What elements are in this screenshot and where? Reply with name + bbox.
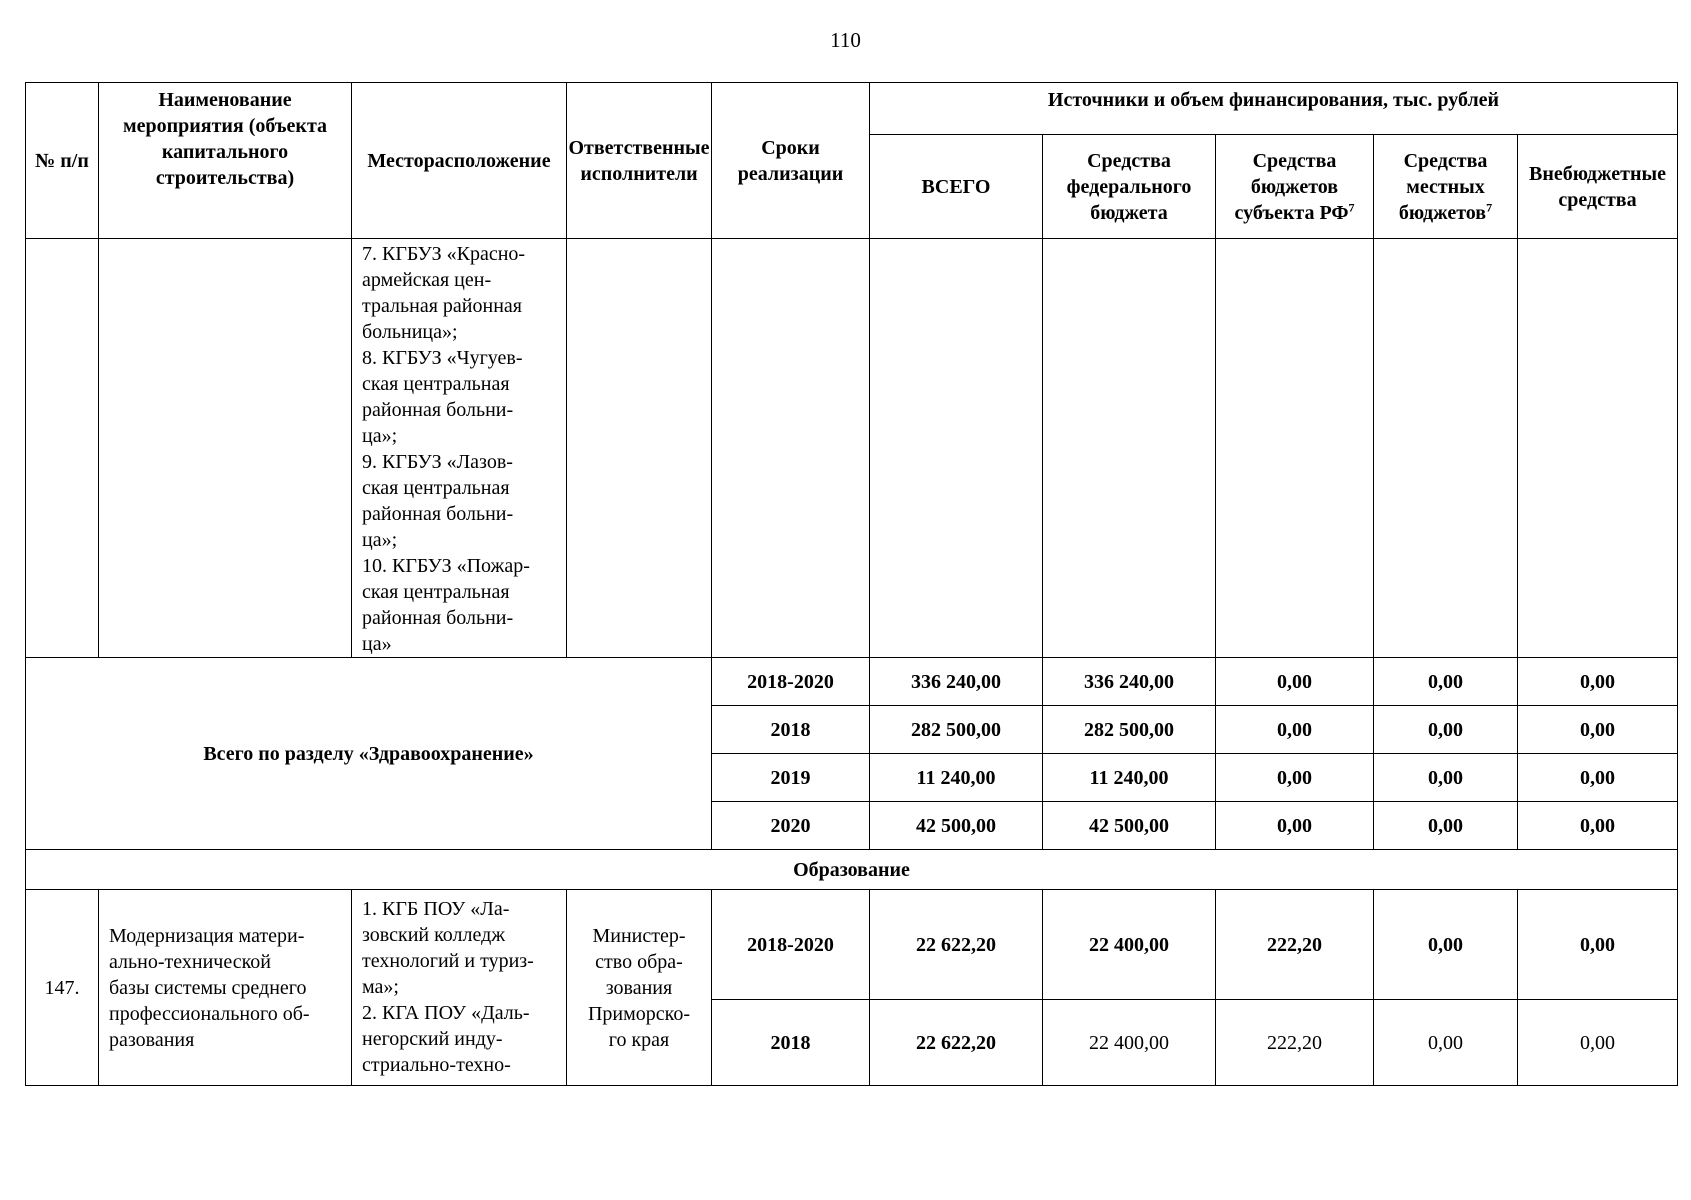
header-regional bbox=[1216, 135, 1374, 239]
item-period: 2018-2020 bbox=[712, 890, 870, 1000]
cont-period-cell bbox=[712, 239, 870, 658]
item-location-line: 1. КГБ ПОУ «Ла- bbox=[362, 898, 510, 920]
health-regional: 0,00 bbox=[1216, 658, 1374, 706]
cont-location-line: 10. КГБУЗ «Пожар- bbox=[362, 555, 530, 577]
cont-location-cell bbox=[352, 239, 567, 658]
item-regional: 222,20 bbox=[1216, 1000, 1374, 1086]
header-federal: Средства федерального бюджета bbox=[1043, 135, 1216, 239]
cont-total-cell bbox=[870, 239, 1043, 658]
cont-location-line: районная больни- bbox=[362, 399, 514, 421]
item-extra: 0,00 bbox=[1518, 1000, 1678, 1086]
header-name: Наименование мероприятия (объекта капитального строительства) bbox=[99, 83, 352, 239]
cont-location-line: больница»; bbox=[362, 321, 458, 343]
page-number: 110 bbox=[830, 28, 861, 52]
health-total: 336 240,00 bbox=[870, 658, 1043, 706]
item-location-line: ма»; bbox=[362, 976, 399, 998]
cont-local-cell bbox=[1374, 239, 1518, 658]
item-responsible-line: ство обра- bbox=[595, 950, 683, 973]
health-regional: 0,00 bbox=[1216, 802, 1374, 850]
continuation-row bbox=[26, 239, 1678, 658]
health-period: 2020 bbox=[712, 802, 870, 850]
item-responsible-line: го края bbox=[608, 1028, 670, 1051]
cont-name-cell bbox=[99, 239, 352, 658]
health-federal: 336 240,00 bbox=[1043, 658, 1216, 706]
header-sources-group: Источники и объем финансирования, тыс. рублей bbox=[870, 83, 1678, 135]
item-local: 0,00 bbox=[1374, 1000, 1518, 1086]
health-total-label: Всего по разделу «Здравоохранение» bbox=[26, 658, 712, 850]
cont-location-line: 7. КГБУЗ «Красно- bbox=[362, 243, 526, 265]
header-num: № п/п bbox=[26, 83, 99, 239]
item-name-line: профессионального об- bbox=[109, 1002, 310, 1025]
item-total: 22 622,20 bbox=[870, 1000, 1043, 1086]
item-total: 22 622,20 bbox=[870, 890, 1043, 1000]
item-name-line: Модернизация матери- bbox=[109, 924, 305, 947]
item-num: 147. bbox=[26, 890, 99, 1086]
health-federal: 282 500,00 bbox=[1043, 706, 1216, 754]
health-period: 2018-2020 bbox=[712, 658, 870, 706]
header-period: Сроки реализации bbox=[712, 83, 870, 239]
item-local: 0,00 bbox=[1374, 890, 1518, 1000]
item-federal: 22 400,00 bbox=[1043, 1000, 1216, 1086]
header-regional-text: Средства бюджетов субъекта РФ bbox=[1234, 149, 1349, 224]
item-location-line: 2. КГА ПОУ «Даль- bbox=[362, 1002, 530, 1024]
item-responsible-line: зования bbox=[605, 976, 673, 999]
header-local-text: Средства местных бюджетов bbox=[1398, 149, 1488, 224]
health-regional: 0,00 bbox=[1216, 754, 1374, 802]
section-title: Образование bbox=[26, 850, 1678, 890]
item-name-line: базы системы среднего bbox=[109, 976, 307, 999]
health-total: 11 240,00 bbox=[870, 754, 1043, 802]
item-extra: 0,00 bbox=[1518, 890, 1678, 1000]
item-federal: 22 400,00 bbox=[1043, 890, 1216, 1000]
health-local: 0,00 bbox=[1374, 802, 1518, 850]
cont-num-cell bbox=[26, 239, 99, 658]
item-location-line: зовский колледж bbox=[362, 924, 506, 946]
health-period: 2019 bbox=[712, 754, 870, 802]
item-responsible-line: Приморско- bbox=[587, 1002, 691, 1025]
health-federal: 11 240,00 bbox=[1043, 754, 1216, 802]
item-row bbox=[26, 890, 1678, 1000]
item-location bbox=[352, 890, 567, 1086]
cont-location-line: ца»; bbox=[362, 425, 398, 447]
cont-extra-cell bbox=[1518, 239, 1678, 658]
cont-location-line: тральная районная bbox=[362, 295, 522, 317]
cont-location-line: ская центральная bbox=[362, 477, 510, 499]
health-regional: 0,00 bbox=[1216, 706, 1374, 754]
health-total-row bbox=[26, 658, 1678, 706]
cont-responsible-cell bbox=[567, 239, 712, 658]
cont-location-line: 8. КГБУЗ «Чугуев- bbox=[362, 347, 523, 369]
cont-location-line: районная больни- bbox=[362, 503, 514, 525]
cont-location-line: армейская цен- bbox=[362, 269, 492, 291]
item-responsible-line: Министер- bbox=[592, 924, 686, 947]
item-name-line: разования bbox=[109, 1028, 195, 1051]
header-responsible: Ответственные исполнители bbox=[567, 83, 712, 239]
health-local: 0,00 bbox=[1374, 658, 1518, 706]
header-local-footnote: 7 bbox=[1486, 199, 1493, 214]
item-name bbox=[99, 890, 352, 1086]
item-period: 2018 bbox=[712, 1000, 870, 1086]
item-regional: 222,20 bbox=[1216, 890, 1374, 1000]
cont-federal-cell bbox=[1043, 239, 1216, 658]
cont-location-line: 9. КГБУЗ «Лазов- bbox=[362, 451, 513, 473]
health-period: 2018 bbox=[712, 706, 870, 754]
health-local: 0,00 bbox=[1374, 706, 1518, 754]
cont-regional-cell bbox=[1216, 239, 1374, 658]
health-federal: 42 500,00 bbox=[1043, 802, 1216, 850]
health-total: 42 500,00 bbox=[870, 802, 1043, 850]
item-location-line: стриально-техно- bbox=[362, 1054, 511, 1076]
cont-location-line: ца»; bbox=[362, 529, 398, 551]
health-total: 282 500,00 bbox=[870, 706, 1043, 754]
item-responsible bbox=[567, 890, 712, 1086]
cont-location-line: ца» bbox=[362, 633, 392, 655]
health-extra: 0,00 bbox=[1518, 802, 1678, 850]
cont-location-line: ская центральная bbox=[362, 373, 510, 395]
item-location-line: негорский инду- bbox=[362, 1028, 503, 1050]
header-regional-footnote: 7 bbox=[1348, 199, 1355, 214]
item-name-line: ально-технической bbox=[109, 950, 271, 973]
health-local: 0,00 bbox=[1374, 754, 1518, 802]
health-extra: 0,00 bbox=[1518, 754, 1678, 802]
health-extra: 0,00 bbox=[1518, 658, 1678, 706]
header-local bbox=[1374, 135, 1518, 239]
health-extra: 0,00 bbox=[1518, 706, 1678, 754]
header-extra: Внебюджетные средства bbox=[1518, 135, 1678, 239]
cont-location-line: ская центральная bbox=[362, 581, 510, 603]
cont-location-line: районная больни- bbox=[362, 607, 514, 629]
header-total: ВСЕГО bbox=[870, 135, 1043, 239]
financing-table bbox=[25, 82, 1678, 1086]
item-location-line: технологий и туриз- bbox=[362, 950, 534, 972]
header-location: Месторасположение bbox=[352, 83, 567, 239]
